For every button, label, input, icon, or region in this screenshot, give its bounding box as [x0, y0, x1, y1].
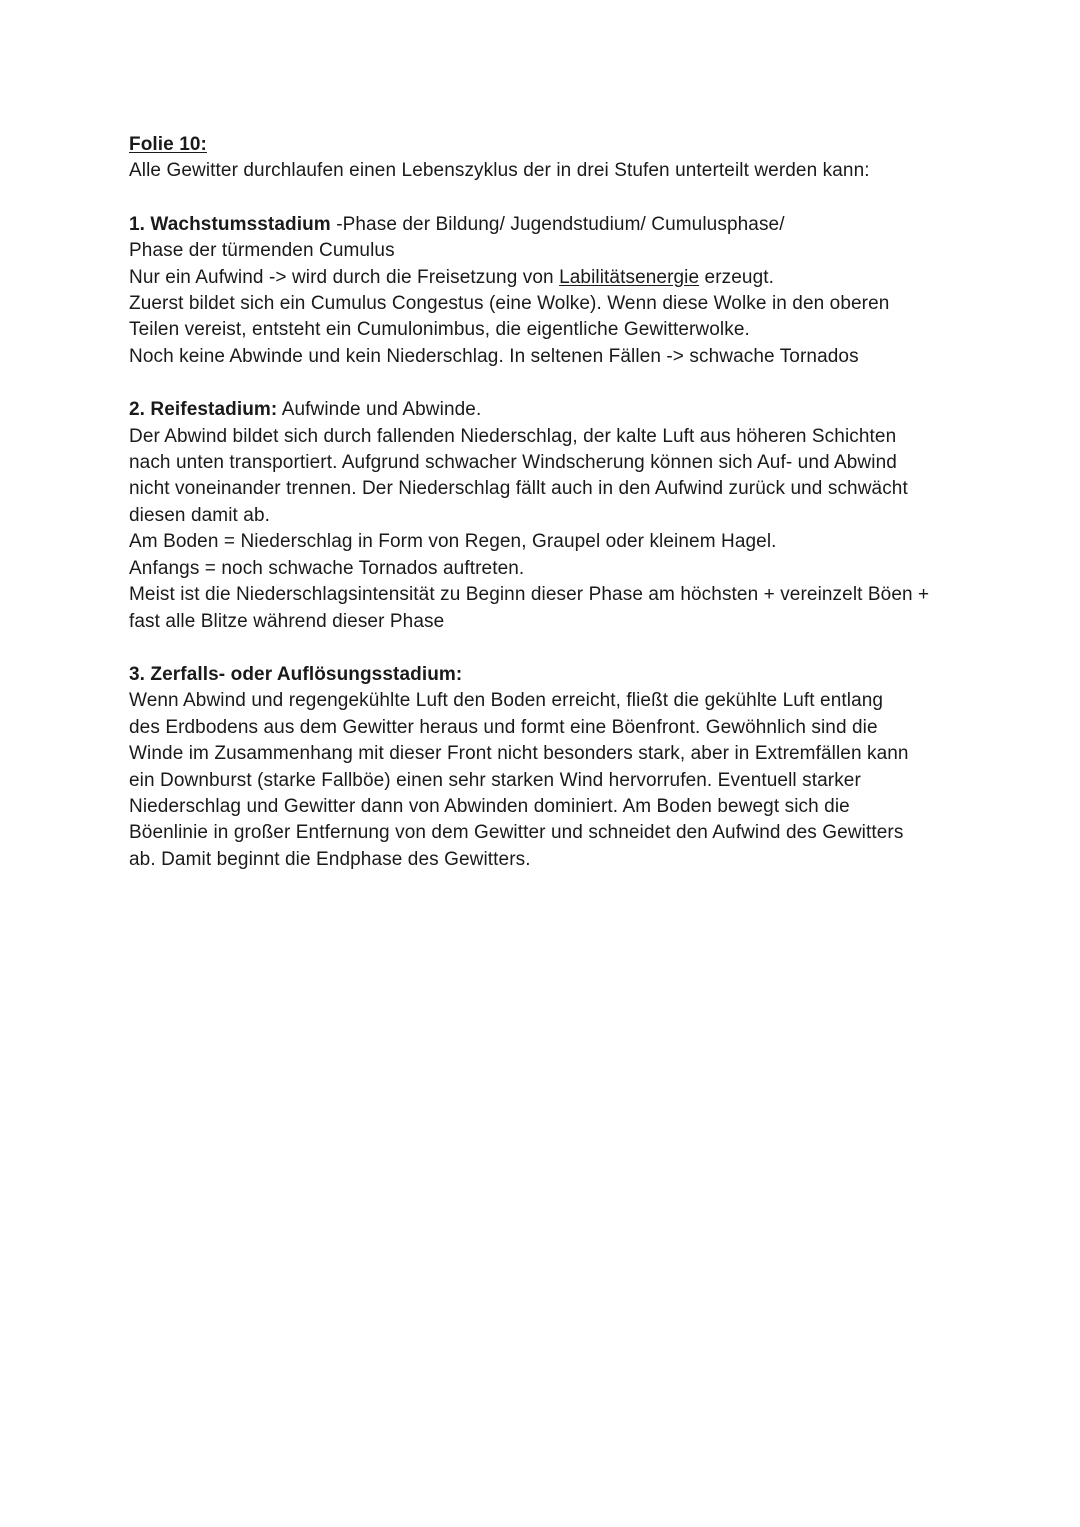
stage-3-line: Niederschlag und Gewitter dann von Abwinden dominiert. Am Boden bewegt sich die [129, 795, 850, 817]
stage-3-line: Wenn Abwind und regengekühlte Luft den Boden erreicht, fließt die gekühlte Luft entlang [129, 690, 884, 712]
spacer [129, 370, 969, 397]
stage-2-line: diesen damit ab. [129, 504, 271, 526]
stage-2-line: Der Abwind bildet sich durch fallenden Niederschlag, der kalte Luft aus höheren Schichten [129, 425, 897, 447]
stage-3-line: ein Downburst (starke Fallböe) einen sehr starken Wind hervorrufen. Eventuell starker [129, 769, 861, 791]
stage-1-title-rest: -Phase der Bildung/ Jugendstudium/ Cumulusphase/ [330, 213, 785, 235]
stage-3-line: Böenlinie in großer Entfernung von dem Gewitter und schneidet den Aufwind des Gewitters [129, 822, 904, 844]
stage-1-line-post: erzeugt. [699, 266, 774, 288]
stage-1-title-line [129, 212, 969, 238]
intro-text: Alle Gewitter durchlaufen einen Lebenszyklus der in drei Stufen unterteilt werden kann: [129, 160, 870, 182]
stage-2-line: fast alle Blitze während dieser Phase [129, 610, 445, 632]
stage-3-line: des Erdbodens aus dem Gewitter heraus und formt eine Böenfront. Gewöhnlich sind die [129, 716, 878, 738]
stage-3-title: 3. Zerfalls- oder Auflösungsstadium: [129, 663, 463, 685]
stage-2-title: 2. Reifestadium: [129, 399, 278, 421]
page-heading: Folie 10: [129, 134, 207, 155]
stage-1-line: Phase der türmenden Cumulus [129, 240, 395, 262]
stage-1-line: Noch keine Abwinde und kein Niederschlag. In seltenen Fällen -> schwache Tornados [129, 345, 859, 367]
stage-3-section [129, 662, 969, 873]
stage-3-title-line [129, 662, 969, 688]
stage-1-title: 1. Wachstumsstadium [129, 213, 331, 235]
stage-2-title-line [129, 397, 969, 423]
stage-3-line: Winde im Zusammenhang mit dieser Front nicht besonders stark, aber in Extremfällen kann [129, 743, 909, 765]
stage-1-line: Teilen vereist, entsteht ein Cumulonimbus, die eigentliche Gewitterwolke. [129, 319, 750, 341]
spacer [129, 635, 969, 662]
spacer [129, 185, 969, 212]
stage-1-line: Zuerst bildet sich ein Cumulus Congestus (eine Wolke). Wenn diese Wolke in den oberen [129, 293, 890, 315]
stage-2-line: nicht voneinander trennen. Der Niederschlag fällt auch in den Aufwind zurück und schwächt [129, 478, 908, 500]
labilitaetsenergie-underlined-term: Labilitätsenergie [559, 266, 700, 288]
stage-2-title-rest: Aufwinde und Abwinde. [277, 399, 482, 421]
stage-2-line: Am Boden = Niederschlag in Form von Regen, Graupel oder kleinem Hagel. [129, 531, 777, 553]
stage-2-line: nach unten transportiert. Aufgrund schwacher Windscherung können sich Auf- und Abwind [129, 452, 897, 474]
stage-1-line-pre: Nur ein Aufwind -> wird durch die Freisetzung von [129, 266, 560, 288]
stage-2-line: Anfangs = noch schwache Tornados auftreten. [129, 557, 525, 579]
stage-2-section [129, 397, 969, 635]
stage-2-line: Meist ist die Niederschlagsintensität zu Beginn dieser Phase am höchsten + vereinzelt Böen + [129, 584, 930, 606]
document-page [129, 132, 969, 873]
stage-1-section [129, 212, 969, 370]
stage-1-line [129, 265, 969, 291]
stage-3-line: ab. Damit beginnt die Endphase des Gewitters. [129, 848, 531, 870]
